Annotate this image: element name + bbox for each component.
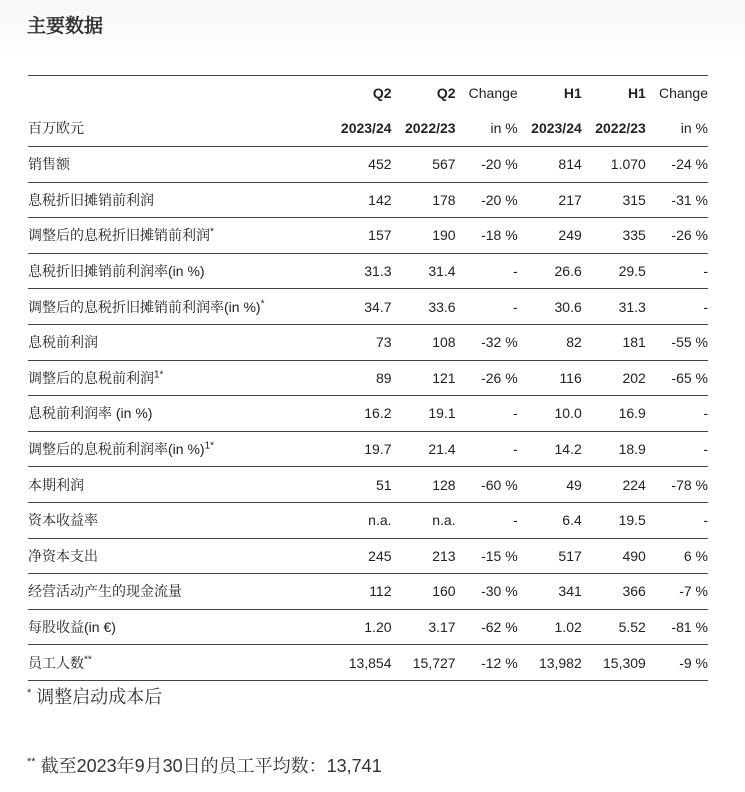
header-year-h1-current: 2023/24 xyxy=(518,110,582,147)
row-label xyxy=(28,467,327,503)
row-label xyxy=(28,324,327,360)
cell-h1-previous: 5.52 xyxy=(582,609,646,645)
cell-h1-current: 116 xyxy=(518,360,582,396)
cell-h1-change: -7 % xyxy=(646,574,708,610)
cell-q2-previous: 128 xyxy=(392,467,456,503)
row-label-text: 息税前利润率 (in %) xyxy=(28,405,153,422)
cell-q2-change: -15 % xyxy=(456,538,518,574)
header-row-year xyxy=(28,110,708,147)
cell-h1-change: - xyxy=(646,502,708,538)
cell-q2-previous: n.a. xyxy=(392,502,456,538)
cell-h1-previous: 1.070 xyxy=(582,147,646,183)
footnote-mark: * xyxy=(27,687,32,699)
row-label-text: 净资本支出 xyxy=(28,547,98,564)
cell-q2-current: 142 xyxy=(327,182,391,218)
cell-h1-current: 49 xyxy=(518,467,582,503)
cell-h1-change: -78 % xyxy=(646,467,708,503)
cell-q2-change: - xyxy=(456,253,518,289)
cell-q2-change: -32 % xyxy=(456,324,518,360)
table-row xyxy=(28,609,708,645)
row-label-text: 本期利润 xyxy=(28,476,84,493)
cell-q2-current: 13,854 xyxy=(327,645,391,681)
row-label-text: 调整后的息税前利润率(in %) xyxy=(28,441,205,458)
cell-q2-current: 89 xyxy=(327,360,391,396)
cell-h1-previous: 366 xyxy=(582,574,646,610)
cell-q2-current: 452 xyxy=(327,147,391,183)
cell-q2-current: 157 xyxy=(327,218,391,254)
cell-q2-change: -30 % xyxy=(456,574,518,610)
row-label xyxy=(28,502,327,538)
cell-h1-change: -24 % xyxy=(646,147,708,183)
row-label-text: 息税折旧摊销前利润率(in %) xyxy=(28,263,205,280)
cell-q2-change: -26 % xyxy=(456,360,518,396)
cell-h1-previous: 490 xyxy=(582,538,646,574)
cell-q2-change: -20 % xyxy=(456,182,518,218)
cell-q2-change: -18 % xyxy=(456,218,518,254)
row-label-text: 员工人数 xyxy=(28,654,84,671)
cell-q2-current: 51 xyxy=(327,467,391,503)
table-row xyxy=(28,324,708,360)
cell-h1-current: 517 xyxy=(518,538,582,574)
cell-h1-current: 30.6 xyxy=(518,289,582,325)
cell-h1-change: - xyxy=(646,396,708,432)
table-row xyxy=(28,467,708,503)
table-row xyxy=(28,182,708,218)
cell-q2-previous: 15,727 xyxy=(392,645,456,681)
footnote-adjusted xyxy=(27,683,162,709)
cell-h1-current: 217 xyxy=(518,182,582,218)
row-label xyxy=(28,253,327,289)
header-year-q2-current: 2023/24 xyxy=(327,110,391,147)
cell-q2-previous: 3.17 xyxy=(392,609,456,645)
row-label xyxy=(28,396,327,432)
page-title: 主要数据 xyxy=(27,16,104,37)
row-label xyxy=(28,609,327,645)
row-label xyxy=(28,645,327,681)
cell-h1-previous: 29.5 xyxy=(582,253,646,289)
footnote-text: 截至2023年9月30日的员工平均数：13,741 xyxy=(40,756,382,776)
cell-q2-change: - xyxy=(456,289,518,325)
row-label xyxy=(28,574,327,610)
table-row xyxy=(28,360,708,396)
table-row xyxy=(28,502,708,538)
row-label-text: 调整后的息税折旧摊销前利润 xyxy=(28,227,210,244)
header-h1-previous: H1 xyxy=(627,85,646,101)
key-figures-table xyxy=(28,75,708,681)
row-label-text: 调整后的息税前利润 xyxy=(28,369,154,386)
row-label-text: 息税前利润 xyxy=(28,334,98,351)
cell-h1-change: -31 % xyxy=(646,182,708,218)
header-row-period xyxy=(28,76,708,111)
cell-q2-previous: 121 xyxy=(392,360,456,396)
header-h1-change-unit: in % xyxy=(646,110,708,147)
header-year-h1-previous: 2022/23 xyxy=(582,110,646,147)
cell-h1-previous: 181 xyxy=(582,324,646,360)
row-label-text: 息税折旧摊销前利润 xyxy=(28,191,154,208)
cell-h1-current: 249 xyxy=(518,218,582,254)
cell-h1-previous: 15,309 xyxy=(582,645,646,681)
cell-h1-change: - xyxy=(646,289,708,325)
footnote-reference: 1* xyxy=(204,440,215,452)
cell-h1-current: 82 xyxy=(518,324,582,360)
table-row xyxy=(28,645,708,681)
header-q2-change: Change xyxy=(468,85,518,101)
cell-h1-change: -55 % xyxy=(646,324,708,360)
cell-h1-current: 341 xyxy=(518,574,582,610)
row-label-text: 经营活动产生的现金流量 xyxy=(28,583,182,600)
cell-q2-change: - xyxy=(456,431,518,467)
table-row xyxy=(28,431,708,467)
cell-q2-current: 16.2 xyxy=(327,396,391,432)
header-h1-current: H1 xyxy=(563,85,582,101)
table-row xyxy=(28,396,708,432)
cell-q2-current: n.a. xyxy=(327,502,391,538)
row-label-text: 调整后的息税折旧摊销前利润率(in %) xyxy=(28,298,261,315)
cell-h1-previous: 16.9 xyxy=(582,396,646,432)
cell-q2-previous: 33.6 xyxy=(392,289,456,325)
cell-h1-current: 13,982 xyxy=(518,645,582,681)
cell-q2-change: -60 % xyxy=(456,467,518,503)
row-label xyxy=(28,182,327,218)
cell-q2-current: 31.3 xyxy=(327,253,391,289)
cell-q2-previous: 108 xyxy=(392,324,456,360)
cell-h1-change: -81 % xyxy=(646,609,708,645)
footnote-reference: 1* xyxy=(154,369,164,381)
row-label-text: 资本收益率 xyxy=(28,512,98,529)
header-q2-previous: Q2 xyxy=(436,85,456,101)
cell-q2-change: - xyxy=(456,396,518,432)
row-label xyxy=(28,218,327,254)
header-year-q2-previous: 2022/23 xyxy=(392,110,456,147)
header-empty-cell xyxy=(28,76,327,111)
cell-h1-change: -26 % xyxy=(646,218,708,254)
title-background xyxy=(0,0,745,58)
cell-h1-change: -65 % xyxy=(646,360,708,396)
cell-q2-previous: 160 xyxy=(392,574,456,610)
cell-q2-current: 19.7 xyxy=(327,431,391,467)
cell-q2-current: 1.20 xyxy=(327,609,391,645)
footnote-employees xyxy=(27,752,382,778)
footnote-reference: * xyxy=(260,298,265,310)
cell-h1-previous: 31.3 xyxy=(582,289,646,325)
cell-h1-previous: 202 xyxy=(582,360,646,396)
footnote-reference: * xyxy=(210,226,214,238)
cell-q2-current: 73 xyxy=(327,324,391,360)
cell-q2-change: -20 % xyxy=(456,147,518,183)
row-label xyxy=(28,360,327,396)
cell-h1-change: -9 % xyxy=(646,645,708,681)
cell-h1-previous: 315 xyxy=(582,182,646,218)
table-row xyxy=(28,218,708,254)
cell-h1-previous: 18.9 xyxy=(582,431,646,467)
cell-q2-current: 245 xyxy=(327,538,391,574)
cell-q2-previous: 31.4 xyxy=(392,253,456,289)
cell-h1-current: 814 xyxy=(518,147,582,183)
footnote-reference: ** xyxy=(84,653,92,665)
row-label xyxy=(28,289,327,325)
footnote-mark: ** xyxy=(27,756,36,768)
cell-h1-current: 10.0 xyxy=(518,396,582,432)
cell-q2-previous: 178 xyxy=(392,182,456,218)
table-row xyxy=(28,574,708,610)
cell-h1-current: 26.6 xyxy=(518,253,582,289)
header-h1-change: Change xyxy=(658,85,708,101)
cell-q2-change: -12 % xyxy=(456,645,518,681)
header-q2-current: Q2 xyxy=(372,85,392,101)
cell-q2-change: - xyxy=(456,502,518,538)
table-row xyxy=(28,538,708,574)
table-row xyxy=(28,289,708,325)
row-label xyxy=(28,431,327,467)
cell-h1-current: 6.4 xyxy=(518,502,582,538)
row-label-text: 销售额 xyxy=(28,156,70,173)
cell-q2-previous: 190 xyxy=(392,218,456,254)
cell-h1-previous: 335 xyxy=(582,218,646,254)
cell-q2-previous: 567 xyxy=(392,147,456,183)
row-label xyxy=(28,538,327,574)
cell-q2-previous: 19.1 xyxy=(392,396,456,432)
table-row xyxy=(28,253,708,289)
row-label xyxy=(28,147,327,183)
header-q2-change-unit: in % xyxy=(456,110,518,147)
cell-h1-current: 1.02 xyxy=(518,609,582,645)
cell-q2-previous: 213 xyxy=(392,538,456,574)
cell-h1-change: 6 % xyxy=(646,538,708,574)
cell-h1-current: 14.2 xyxy=(518,431,582,467)
footnote-text: 调整启动成本后 xyxy=(36,687,163,707)
cell-q2-previous: 21.4 xyxy=(392,431,456,467)
cell-h1-change: - xyxy=(646,431,708,467)
cell-q2-current: 34.7 xyxy=(327,289,391,325)
cell-h1-change: - xyxy=(646,253,708,289)
cell-h1-previous: 224 xyxy=(582,467,646,503)
cell-q2-current: 112 xyxy=(327,574,391,610)
cell-q2-change: -62 % xyxy=(456,609,518,645)
unit-label: 百万欧元 xyxy=(28,110,327,147)
table-row xyxy=(28,147,708,183)
cell-h1-previous: 19.5 xyxy=(582,502,646,538)
row-label-text: 每股收益(in €) xyxy=(28,619,116,636)
